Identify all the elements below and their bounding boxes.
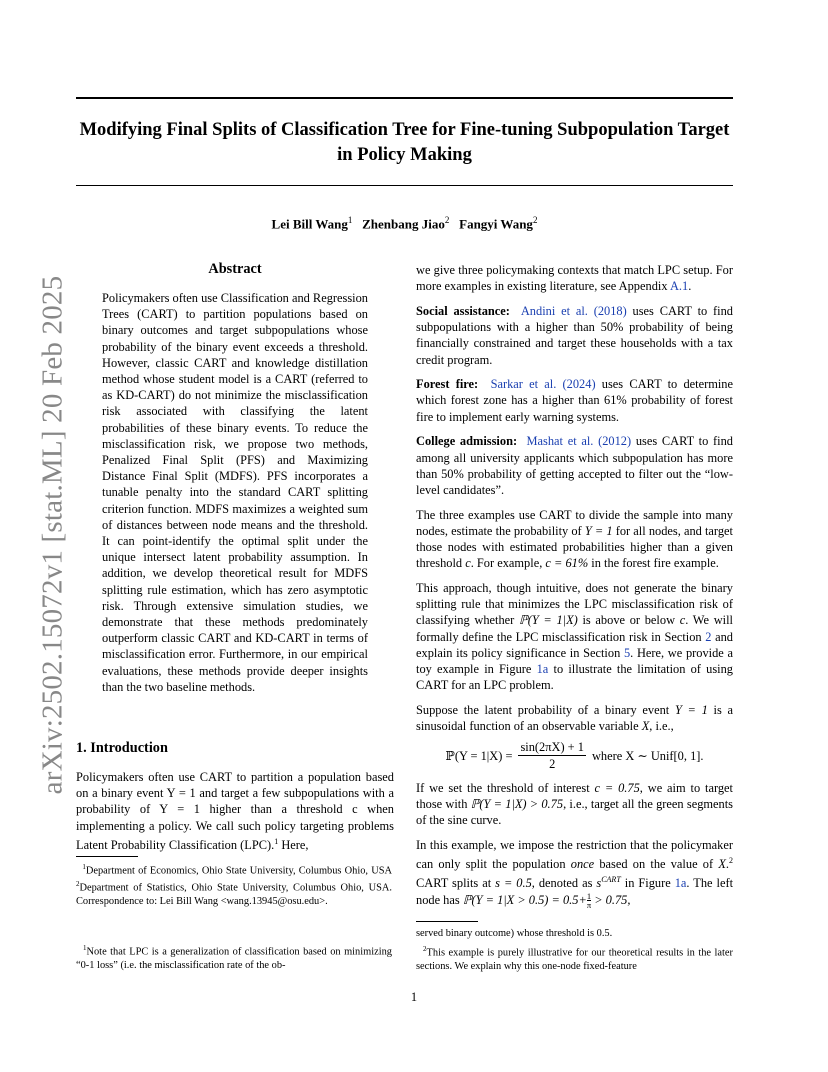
paragraph-social-assistance: Social assistance: Andini et al. (2018) uses CART to find subpopulations with a higher than 50% probability of being financially constrained and target these households with a tax credit program. <box>416 303 733 367</box>
author-name: Lei Bill Wang <box>271 216 348 232</box>
author-list <box>76 215 733 232</box>
section-link[interactable]: 2 <box>705 629 712 644</box>
paragraph: In this example, we impose the restriction that the policymaker can only split the population once based on the value of X.$^2$ CART splits at s = 0.5, denoted as $s^{CART}$ in Figure 1a. The left node has ℙ(Y = 1|X > 0.5) = 0.5+ $\frac{1}{\pi}$ > 0.75, <box>416 837 734 911</box>
arxiv-identifier: arXiv:2502.15072v1 [stat.ML] 20 Feb 2025 <box>36 275 69 795</box>
abstract-text: Policymakers often use Classification and Regression Trees (CART) to partition populations based on binary outcomes and target subpopulations whose probability of the binary event exceeds a threshold. However, classic CART and knowledge distillation method whose student model is a CART (referred to as KD-CART) do not minimize the misclassification risk associated with classifying the latent probabilities of these binary events. To reduce the misclassification risk, we propose two methods, Penalized Final Split (PFS) and Maximizing Distance Final Split (MDFS). PFS incorporates a tunable penalty into the standard CART splitting criterion function. MDFS maximizes a weighted sum of distances between node means and the threshold. It can point-identify the optimal split under the unique intersect latent probability assumption. In addition, we develop theoretical result for MDFS splitting rule estimation, which has zero asymptotic risk. Through extensive simulation studies, we demonstrate that these methods predominately outperform classic CART and KD-CART in terms of misclassification error. Furthermore, in our empirical evaluations, these methods provide deeper insights than the two baseline methods. <box>102 291 368 694</box>
footnote-rule <box>76 856 138 857</box>
top-rule <box>76 97 733 99</box>
affiliation-footnote: $^1$Department of Economics, Ohio State University, Columbus Ohio, USA $^2$Department of Statistics, Ohio State University, Columbus Ohio, USA. Correspondence to: Lei Bill Wang <wang.13945@osu.edu>. <box>76 863 392 907</box>
paragraph-forest-fire: Forest fire: Sarkar et al. (2024) uses CART to determine which forest zone has a higher than 61% probability of forest fire to implement early warning systems. <box>416 377 733 424</box>
section-link[interactable]: 5 <box>623 645 631 660</box>
author-affil-mark: 1 <box>347 215 353 225</box>
title-bottom-rule <box>76 185 733 186</box>
paragraph-college-admission: College admission: Mashat et al. (2012) uses CART to find among all university applicants which subpopulation has more than 50% probability of getting accepted to filter out the “low-level candidates”. <box>416 434 733 497</box>
paragraph: The three examples use CART to divide the sample into many nodes, estimate the probability of Y = 1 for all nodes, and target those nodes with estimated probabilities higher than a given threshold c. For example, c = 61% in the forest fire example. <box>416 507 733 571</box>
footnote-rule <box>416 921 478 922</box>
equation-fraction: $\frac{\sin(2\pi X) + 1}{2}$ <box>520 740 584 772</box>
figure-link[interactable]: 1a <box>674 876 687 891</box>
author-affil-mark: 2 <box>444 215 450 225</box>
citation-link[interactable]: Andini et al. (2018) <box>520 303 627 318</box>
equation: ℙ(Y = 1|X) = $\frac{\sin(2\pi X) + 1}{2}$ where X ∼ Unif[0, 1]. <box>445 740 704 772</box>
paragraph: If we set the threshold of interest c = 0.75, we aim to target those with ℙ(Y = 1|X) > 0.75, i.e., target all the green segments of the sine curve. <box>416 780 733 828</box>
paragraph: Suppose the latent probability of a binary event Y = 1 is a sinusoidal function of an observable variable X, i.e., <box>416 702 733 734</box>
appendix-link[interactable]: A.1 <box>669 279 689 294</box>
author-name: Zhenbang Jiao <box>362 216 445 232</box>
footnote-1: $^1$Note that LPC is a generalization of classification based on minimizing “0-1 loss” (i.e. the misclassification rate of the ob- <box>76 944 392 971</box>
author-name: Fangyi Wang <box>459 216 533 232</box>
citation-link[interactable]: Mashat et al. (2012) <box>526 434 632 449</box>
abstract-heading: Abstract <box>208 261 262 277</box>
footnote-2: $^2$This example is purely illustrative for our theoretical results in the later sections. We explain why this one-node fixed-feature <box>416 945 733 972</box>
figure-link[interactable]: 1a <box>536 661 549 676</box>
author-affil-mark: 2 <box>532 215 538 225</box>
page-number: 1 <box>410 990 418 1004</box>
inline-fraction: $\frac{1}{\pi}$ <box>586 890 592 911</box>
paragraph: This approach, though intuitive, does not generate the binary splitting rule that minimizes the LPC misclassification risk of classifying whether ℙ(Y = 1|X) is above or below c. We will formally define the LPC misclassification risk in Section 2 and explain its policy significance in Section 5. Here, we provide a toy example in Figure 1a to illustrate the limitation of using CART for an LPC problem. <box>416 580 733 693</box>
paragraph: we give three policymaking contexts that match LPC setup. For more examples in existing literature, see Appendix A.1. <box>416 263 733 294</box>
citation-link[interactable]: Sarkar et al. (2024) <box>490 377 596 392</box>
right-column <box>416 262 733 918</box>
footnote-1-continued: served binary outcome) whose threshold is 0.5. <box>416 928 613 939</box>
introduction-paragraph: Policymakers often use CART to partition a population based on a binary event Y = 1 and target a few subpopulations with a probability of Y = 1 higher than a threshold c when implementing a policy. We call such policy targeting problems Latent Probability Classification (LPC).$^1$ Here, <box>76 770 394 852</box>
footnote-mark: 1 <box>274 836 279 846</box>
paper-title: Modifying Final Splits of Classification Tree for Fine-tuning Subpopulation Target in Policy Making <box>79 120 730 165</box>
section-heading-introduction: 1. Introduction <box>76 740 168 756</box>
